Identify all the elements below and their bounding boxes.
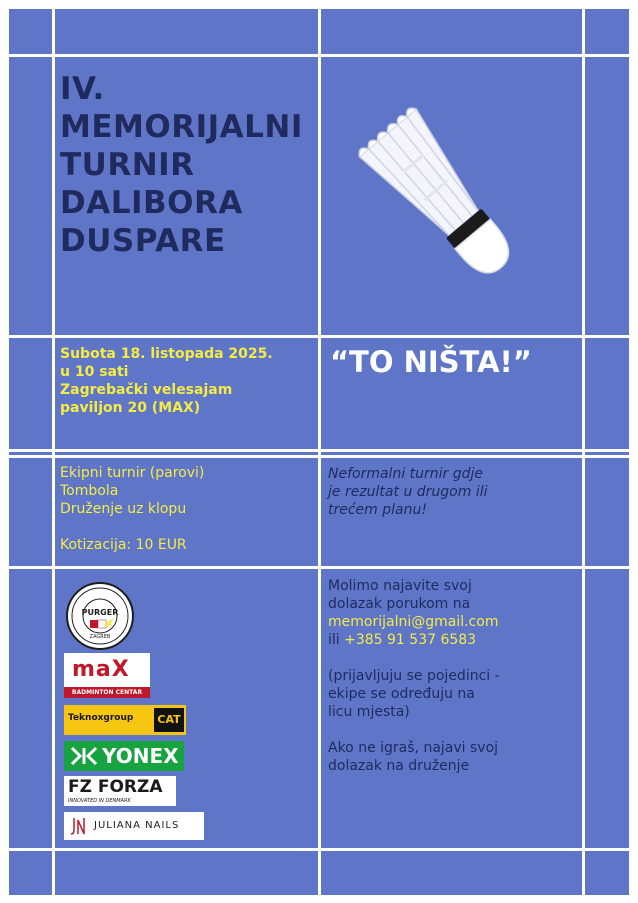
contact-phone-link[interactable]: +385 91 537 6583 xyxy=(344,632,477,648)
max-badminton-logo xyxy=(64,653,150,698)
event-line: Zagrebački velesajam xyxy=(60,382,233,398)
feature-item: Druženje uz klopu xyxy=(60,501,187,517)
note-line: je rezultat u drugom ili xyxy=(328,484,488,500)
yonex-logo xyxy=(64,741,184,771)
entry-fee: Kotizacija: 10 EUR xyxy=(60,537,187,553)
title-line: MEMORIJALNI xyxy=(60,109,303,145)
forza-logo xyxy=(64,776,176,806)
phone-prefix: ili xyxy=(328,632,345,648)
contact-email-link[interactable]: memorijalni@gmail.com xyxy=(328,614,499,630)
juliana-mark-icon xyxy=(70,816,86,836)
feature-item: Tombola xyxy=(60,483,119,499)
tournament-note xyxy=(328,465,488,519)
max-subtitle: BADMINTON CENTAR xyxy=(64,687,150,698)
spacer xyxy=(328,721,500,739)
club-name: PURGER xyxy=(81,608,119,617)
event-line: u 10 sati xyxy=(60,364,129,380)
contact-line: Molimo najavite svoj xyxy=(328,578,472,594)
contact-info xyxy=(328,577,500,775)
yonex-mark-icon xyxy=(70,746,98,766)
slogan: “TO NIŠTA!” xyxy=(330,345,532,379)
feature-list xyxy=(60,464,204,554)
registration-line: ekipe se određuju na xyxy=(328,686,475,702)
note-line: Neformalni turnir gdje xyxy=(328,466,484,482)
social-line: Ako ne igraš, najavi svoj xyxy=(328,740,499,756)
tekno-word: Teknoxgroup xyxy=(68,713,134,723)
event-line: Subota 18. listopada 2025. xyxy=(60,346,273,362)
event-date-venue xyxy=(60,345,273,417)
social-line: dolazak na druženje xyxy=(328,758,470,774)
court-line xyxy=(6,6,9,898)
max-word: maX xyxy=(72,657,130,682)
club-city: ZAGREB xyxy=(89,634,111,640)
spacer xyxy=(328,649,500,667)
court-line xyxy=(52,6,55,898)
registration-line: (prijavljuju se pojedinci - xyxy=(328,668,500,684)
cat-badge: CAT xyxy=(154,708,184,732)
contact-line: dolazak porukom na xyxy=(328,596,471,612)
title-line: IV. xyxy=(60,71,105,107)
event-line: paviljon 20 (MAX) xyxy=(60,400,201,416)
registration-line: licu mjesta) xyxy=(328,704,410,720)
court-line xyxy=(629,6,632,898)
shuttlecock-icon xyxy=(336,92,554,310)
forza-subtitle: INNOVATED IN DENMARK xyxy=(68,798,131,804)
feature-item: Ekipni turnir (parovi) xyxy=(60,465,205,481)
title-line: TURNIR xyxy=(60,147,195,183)
court-line xyxy=(582,6,585,898)
juliana-nails-logo xyxy=(64,812,204,840)
poster-title xyxy=(60,70,320,260)
badminton-club-logo xyxy=(66,582,134,650)
yonex-word: YONEX xyxy=(102,744,179,768)
juliana-word: JULIANA NAILS xyxy=(94,820,180,831)
title-line: DUSPARE xyxy=(60,223,226,259)
title-line: DALIBORA xyxy=(60,185,243,221)
note-line: trećem planu! xyxy=(328,502,427,518)
teknoxgroup-logo xyxy=(64,705,186,735)
contact-phone-line xyxy=(328,631,500,649)
forza-word: FZ FORZA xyxy=(68,777,163,797)
